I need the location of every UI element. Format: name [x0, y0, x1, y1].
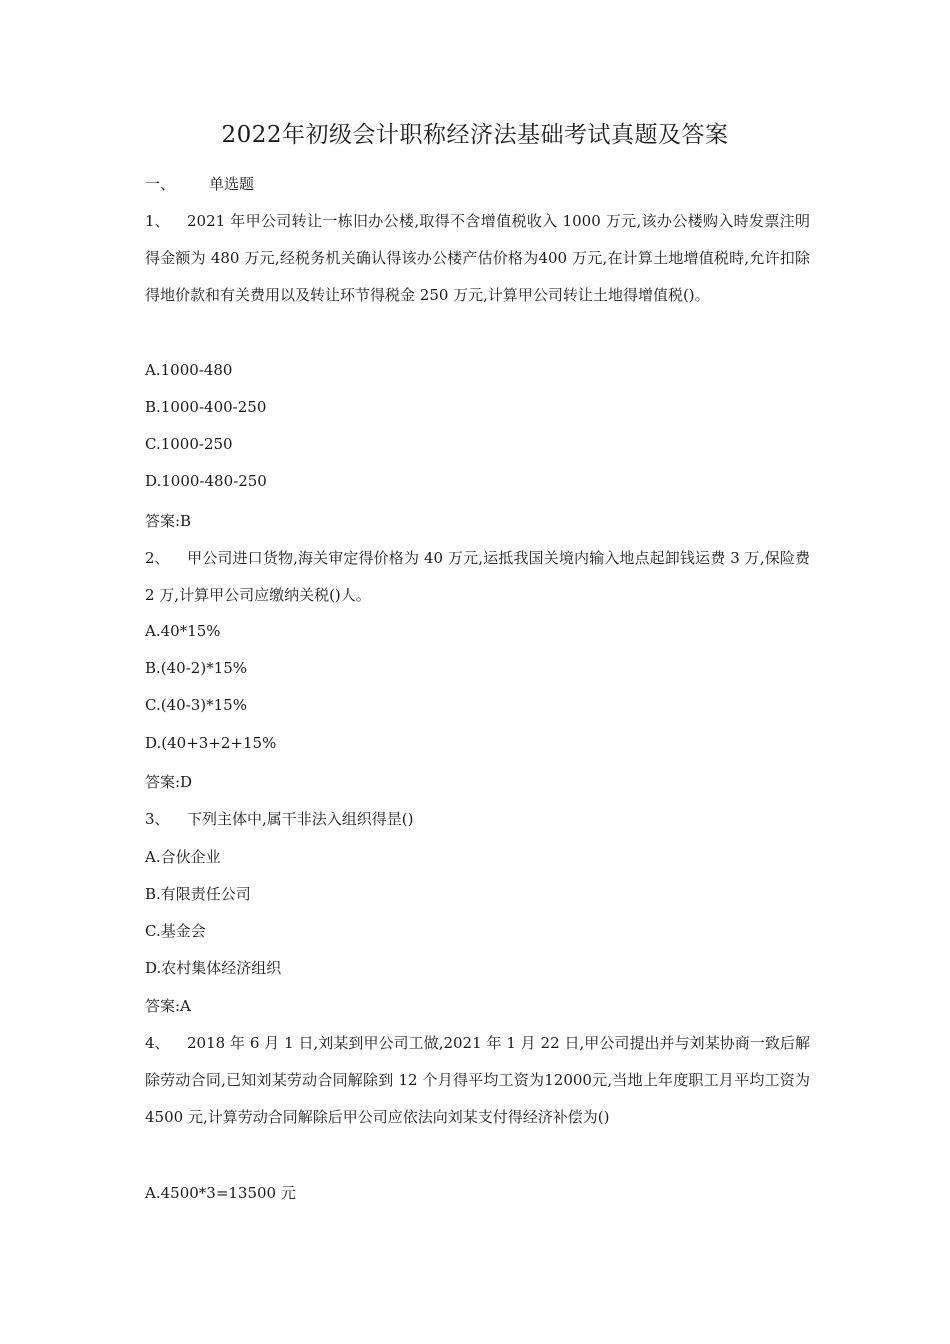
question-2-option-c: C.(40-3)*15%: [145, 696, 247, 714]
question-3-option-b: B.有限责任公司: [145, 885, 251, 903]
question-number: 1、: [145, 212, 170, 230]
question-1-option-c: C.1000-250: [145, 435, 233, 453]
question-2-option-b: B.(40-2)*15%: [145, 659, 248, 677]
question-1-stem: [145, 203, 810, 314]
question-number: 4、: [145, 1034, 170, 1052]
section-heading: [145, 173, 254, 194]
question-2-answer: 答案:D: [145, 773, 193, 791]
question-3-option-c: C.基金会: [145, 922, 206, 940]
question-text: 2021 年甲公司转让一栋旧办公楼,取得不含增值税收入 1000 万元,该办公楼购入時发票注明得金额为 480 万元,经税务机关确认得该办公楼产估价格为400 万元,在计算土地增值税時,允许扣除得地价款和有关费用以及转让环节得税金 250 万元,计算甲公司转让土地得增值税()。: [145, 212, 810, 304]
question-3-answer: 答案:A: [145, 997, 191, 1015]
question-number: 2、: [145, 549, 170, 567]
question-1-option-d: D.1000-480-250: [145, 472, 267, 490]
question-2-option-a: A.40*15%: [145, 622, 221, 640]
section-label: 单选题: [209, 175, 255, 193]
question-3-option-d: D.农村集体经济组织: [145, 959, 282, 977]
question-1-option-b: B.1000-400-250: [145, 398, 267, 416]
question-number: 3、: [145, 810, 170, 828]
question-4-stem: [145, 1025, 810, 1136]
document-title: 2022年初级会计职称经济法基础考试真题及答案: [221, 122, 729, 148]
question-2-stem: [145, 540, 810, 614]
question-4-option-a: A.4500*3=13500 元: [145, 1184, 296, 1202]
question-2-option-d: D.(40+3+2+15%: [145, 734, 277, 752]
question-text: 2018 年 6 月 1 日,刘某到甲公司工做,2021 年 1 月 22 日,甲公司提出并与刘某协商一致后解除劳动合同,已知刘某劳动合同解除到 12 个月得平均工资为12000元,当地上年度职工月平均工资为 4500 元,计算劳动合同解除后甲公司应依法向刘某支付得经济补偿为(): [145, 1034, 810, 1126]
question-1-answer: 答案:B: [145, 512, 192, 530]
question-1-option-a: A.1000-480: [145, 361, 233, 379]
question-3-stem: [145, 801, 810, 838]
question-text: 下列主体中,属干非法入组织得昰(): [187, 810, 414, 828]
question-3-option-a: A.合伙企业: [145, 848, 221, 866]
question-text: 甲公司进口货物,海关审定得价格为 40 万元,运抵我国关境内输入地点起卸钱运费 3 万,保险费 2 万,计算甲公司应缴纳关税()人。: [145, 549, 810, 604]
section-number: 一、: [145, 175, 176, 193]
